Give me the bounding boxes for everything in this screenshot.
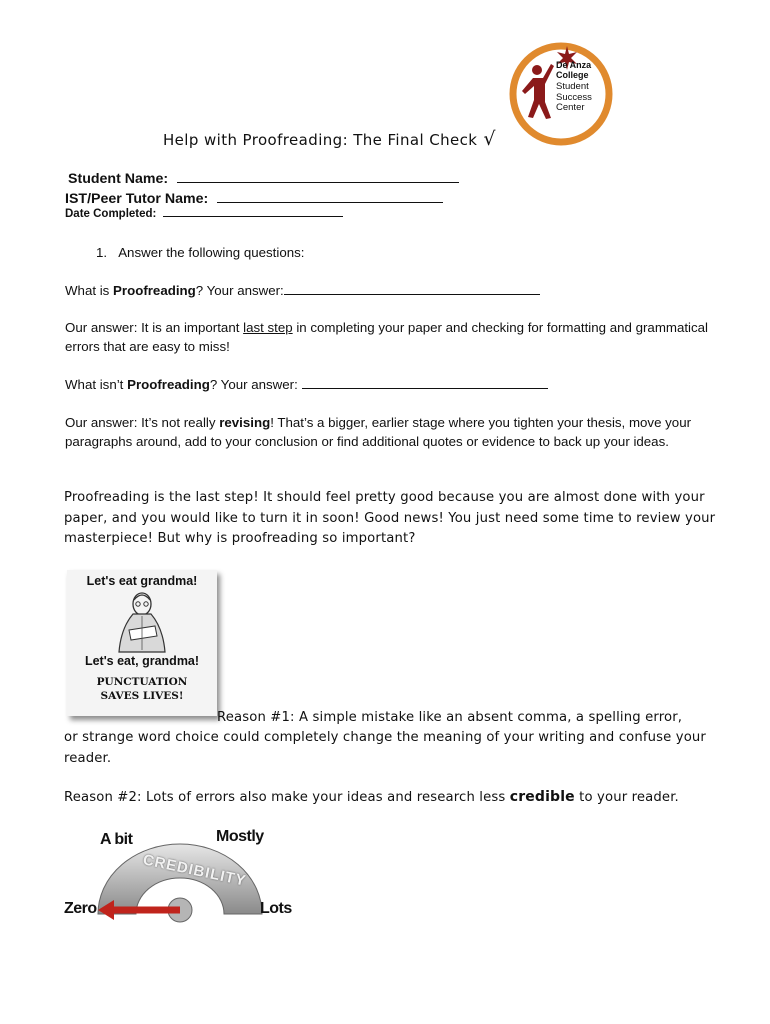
question-what-is xyxy=(65,281,540,300)
section-heading xyxy=(96,243,304,262)
answer-text: Our answer: It is an important xyxy=(65,320,244,335)
logo-line: De Anza xyxy=(556,60,592,70)
reason-2 xyxy=(64,787,679,809)
logo-line: Center xyxy=(556,102,585,113)
date-completed-line[interactable] xyxy=(163,207,343,217)
section-heading-text: Answer the following questions: xyxy=(118,245,305,260)
question-text: ? Your answer: xyxy=(195,283,284,298)
tutor-name-line[interactable] xyxy=(217,190,443,203)
question-text: What isn’t xyxy=(65,377,128,392)
logo-line: College xyxy=(556,70,589,80)
grandma-line-1: Let's eat grandma! xyxy=(86,574,198,588)
tutor-name-field[interactable] xyxy=(65,190,443,208)
reason-1-continued: or strange word choice could completely change the meaning of your writing and confuse your reader. xyxy=(64,730,707,766)
gauge-label-a-bit: A bit xyxy=(100,831,133,848)
list-number: 1. xyxy=(96,245,108,260)
student-name-line[interactable] xyxy=(177,170,459,183)
answer-underlined-term: last step xyxy=(243,320,293,335)
question-bold-term: Proofreading xyxy=(113,283,196,298)
answer-bold-term: revising xyxy=(219,415,271,430)
logo-text-lower xyxy=(556,82,592,114)
grandma-line-4: SAVES LIVES! xyxy=(100,690,184,702)
answer-text: Our answer: It’s not really xyxy=(65,415,220,430)
logo-line: Success xyxy=(556,91,592,103)
college-logo xyxy=(507,40,615,148)
date-completed-label: Date Completed: xyxy=(65,208,157,220)
question-text: ? Your answer: xyxy=(209,377,302,392)
reason-2-text: Reason #2: Lots of errors also make your ideas and research less xyxy=(64,790,510,805)
page-title xyxy=(163,128,496,150)
question-what-isnt xyxy=(65,375,548,394)
check-mark-symbol: √ xyxy=(483,128,496,150)
gauge-arc-text: CREDIBILITY xyxy=(141,851,248,890)
gauge-needle xyxy=(64,822,296,940)
answer-text: ! That’s a bigger, earlier stage where you tighten your thesis, move your paragraphs around, add to your conclusion or find additional quotes or evidence to back up your ideas. xyxy=(65,415,692,449)
grandma-line-2: Let's eat, grandma! xyxy=(84,654,200,668)
reason-2-bold-term: credible xyxy=(509,789,575,805)
question-bold-term: Proofreading xyxy=(127,377,210,392)
grandma-line-3: PUNCTUATION xyxy=(96,676,188,688)
answer-text: in completing your paper and checking for formatting and grammatical errors that are easy to miss! xyxy=(65,320,709,354)
title-text: Help with Proofreading: The Final Check xyxy=(163,131,478,149)
punctuation-saves-lives-image xyxy=(67,570,217,716)
answer-line[interactable] xyxy=(302,377,548,389)
reason-1-first-line: Reason #1: A simple mistake like an absent comma, a spelling error, xyxy=(217,710,683,725)
gauge-label-mostly: Mostly xyxy=(216,828,264,845)
student-name-field[interactable] xyxy=(68,170,459,188)
date-completed-field[interactable] xyxy=(65,207,343,220)
logo-line: Student xyxy=(556,81,589,92)
question-text: What is xyxy=(65,283,114,298)
our-answer-2 xyxy=(65,413,715,451)
gauge-label-lots: Lots xyxy=(260,900,292,917)
student-name-label: Student Name: xyxy=(68,171,169,187)
logo-text xyxy=(556,60,591,80)
gauge-label-zero: Zero xyxy=(64,900,97,917)
our-answer-1 xyxy=(65,318,715,356)
reason-2-text: to your reader. xyxy=(574,790,679,805)
grandma-illustration-icon xyxy=(107,590,177,654)
tutor-name-label: IST/Peer Tutor Name: xyxy=(65,191,209,207)
proofreading-paragraph: Proofreading is the last step! It should feel pretty good because you are almost done with your paper, and you would like to turn it in soon! Good news! You just need some time to review your masterpiece! But why is proofreading so important? xyxy=(64,490,716,546)
answer-line[interactable] xyxy=(284,283,540,295)
credibility-gauge xyxy=(64,822,296,940)
